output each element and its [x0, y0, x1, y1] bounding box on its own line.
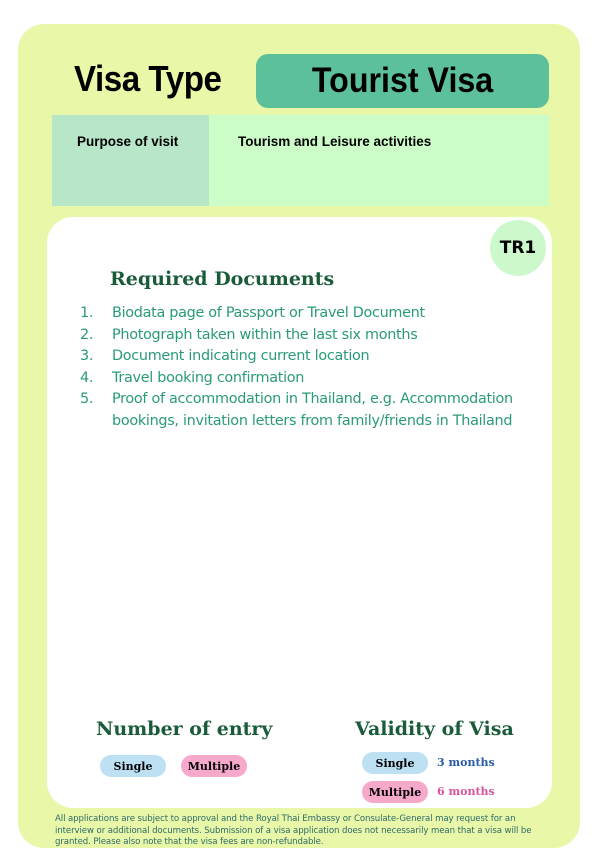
item-number: 2. [80, 326, 94, 343]
item-number: 1. [80, 305, 94, 321]
required-documents-list [80, 303, 540, 432]
purpose-value: Tourism and Leisure activities [238, 134, 432, 149]
list-item [80, 346, 540, 368]
entry-single-pill: Single [100, 755, 166, 777]
validity-single-duration: 3 months [437, 756, 495, 769]
item-text: Document indicating current location [112, 348, 370, 364]
list-item [80, 303, 540, 325]
validity-title: Validity of Visa [355, 718, 514, 740]
item-number: 5. [80, 391, 94, 407]
item-number: 4. [80, 369, 94, 386]
visa-type-label: Visa Type [74, 58, 222, 99]
entry-multiple-pill: Multiple [181, 755, 247, 777]
visa-type-value: Tourist Visa [311, 61, 494, 100]
item-text: Travel booking confirmation [112, 369, 305, 386]
validity-multiple-duration: 6 months [437, 785, 495, 798]
purpose-label: Purpose of visit [77, 134, 179, 149]
visa-type-value-badge [256, 54, 549, 108]
item-number: 3. [80, 348, 94, 364]
disclaimer-text: All applications are subject to approval and the Royal Thai Embassy or Consulate-General may request for an interview or additional documents. Submission of a visa application does not necessarily mean that a visa will be granted. Please also note that the visa fees are non-refundable. [55, 814, 532, 847]
number-of-entry-title: Number of entry [96, 718, 273, 740]
list-item [80, 389, 540, 432]
list-item [80, 325, 540, 347]
validity-single-pill: Single [362, 752, 428, 774]
item-text: Photograph taken within the last six months [112, 326, 418, 343]
list-item [80, 368, 540, 390]
validity-multiple-pill: Multiple [362, 781, 428, 803]
item-text: Proof of accommodation in Thailand, e.g. Accommodation bookings, invitation letters from family/friends in Thailand [112, 391, 513, 429]
purpose-label-cell [52, 115, 209, 206]
required-documents-title: Required Documents [110, 268, 335, 290]
purpose-value-cell [209, 115, 549, 206]
item-text: Biodata page of Passport or Travel Document [112, 305, 425, 321]
visa-code-badge: TR1 [490, 220, 546, 276]
